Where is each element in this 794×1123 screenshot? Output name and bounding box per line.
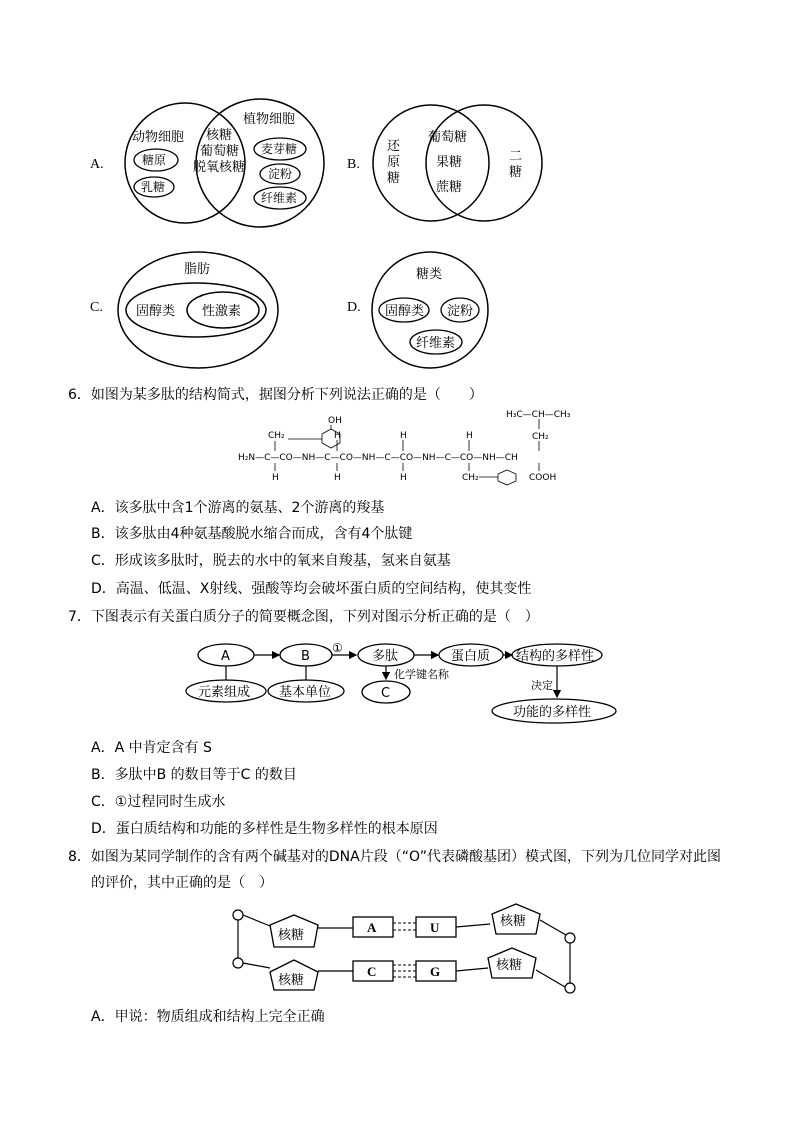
sugar-bottom-right-text: 核糖 [496, 958, 523, 973]
formula-cooh: COOH [529, 473, 557, 483]
formula-bottom-h-2: H [334, 473, 341, 483]
chemical-bond-name-label: 化学键名称 [394, 668, 449, 681]
peptide-structure-formula [236, 405, 591, 490]
formula-h-1: H [334, 431, 341, 441]
formula-ch2-left: CH₂ [268, 431, 285, 441]
char-huan: 还 [387, 139, 401, 154]
process-one-label: ① [332, 641, 343, 655]
question-8-option-a[interactable]: A．甲说：物质组成和结构上完全正确 [91, 1009, 325, 1025]
label-plant-cell: 植物细胞 [243, 112, 296, 127]
node-function-diversity-text: 功能的多样性 [513, 705, 592, 720]
question-6-option-a[interactable]: A．该多肽中含1个游离的氨基、2个游离的羧基 [91, 500, 385, 516]
option-a-label: A. [90, 157, 104, 172]
protein-concept-map [180, 637, 620, 729]
question-7-stem: 7．下图表示有关蛋白质分子的简要概念图，下列对图示分析正确的是（ ） [68, 609, 539, 625]
base-u: U [430, 920, 440, 935]
phosphate-4 [565, 983, 575, 993]
item-ribose: 核糖 [206, 128, 233, 143]
sugar-top-left-text: 核糖 [278, 928, 305, 943]
item-lactose: 乳糖 [141, 180, 166, 194]
item-cellulose-d: 纤维素 [416, 336, 456, 351]
label-sterols: 固醇类 [136, 304, 176, 319]
item-glycogen: 糖原 [142, 153, 167, 167]
node-basic-unit-text: 基本单位 [279, 685, 332, 700]
node-structure-diversity-text: 结构的多样性 [516, 649, 595, 664]
item-sucrose: 蔗糖 [436, 180, 463, 195]
determines-label: 决定 [531, 679, 553, 692]
item-glucose: 葡萄糖 [200, 144, 240, 159]
char-tang-left: 糖 [387, 171, 401, 186]
formula-ch2-right: CH₂ [532, 432, 549, 442]
question-6-option-b[interactable]: B．该多肽由4种氨基酸脱水缩合而成，含有4个肽键 [91, 526, 413, 542]
phosphate-2 [233, 958, 243, 968]
item-starch: 淀粉 [268, 167, 293, 181]
question-8-stem-line-2: 的评价，其中正确的是（ ） [91, 875, 273, 891]
item-deoxyribose: 脱氧核糖 [193, 160, 246, 175]
label-sex-hormone: 性激素 [202, 304, 242, 319]
formula-h-3: H [466, 431, 473, 441]
formula-top-chain: H₃C—CH—CH₃ [506, 410, 571, 420]
item-starch-d: 淀粉 [447, 304, 474, 319]
label-animal-cell: 动物细胞 [132, 130, 185, 145]
question-6-option-d[interactable]: D．高温、低温、X射线、强酸等均会破坏蛋白质的空间结构，使其变性 [91, 581, 532, 597]
question-6-stem: 6．如图为某多肽的结构简式，据图分析下列说法正确的是（ ） [68, 387, 483, 403]
char-tang-right: 糖 [509, 165, 523, 180]
question-6-option-c[interactable]: C．形成该多肽时，脱去的水中的氧来自羧基，氢来自氨基 [91, 553, 451, 569]
label-fat: 脂肪 [184, 262, 211, 277]
nested-diagram-d [370, 250, 495, 372]
char-yuan: 原 [387, 155, 401, 170]
formula-ch2-bottom: CH₂ [462, 473, 479, 483]
question-7-option-a[interactable]: A．A 中肯定含有 S [91, 740, 212, 756]
node-protein-text: 蛋白质 [451, 649, 491, 664]
label-sugars: 糖类 [416, 267, 443, 282]
item-cellulose: 纤维素 [261, 191, 298, 205]
item-maltose: 麦芽糖 [261, 142, 298, 156]
base-c: C [367, 964, 377, 979]
question-7-option-c[interactable]: C．①过程同时生成水 [91, 794, 226, 810]
node-b-text: B [301, 649, 310, 664]
char-er: 二 [509, 149, 523, 164]
item-fructose: 果糖 [436, 155, 463, 170]
option-c-label: C. [90, 300, 103, 315]
formula-main-chain: H₂N—C—CO—NH—C—CO—NH—C—CO—NH—C—CO—NH—CH [238, 453, 518, 463]
benzene-ring-bottom [498, 470, 516, 485]
question-7-option-d[interactable]: D．蛋白质结构和功能的多样性是生物多样性的根本原因 [91, 821, 438, 837]
option-d-label: D. [347, 300, 361, 315]
base-a: A [367, 920, 377, 935]
dna-fragment-model [228, 898, 578, 996]
formula-h-2: H [400, 431, 407, 441]
venn-diagram-b [370, 102, 550, 227]
formula-oh: OH [328, 416, 342, 426]
node-element-composition-text: 元素组成 [198, 685, 251, 700]
node-polypeptide-text: 多肽 [372, 649, 399, 664]
question-8-stem-line-1: 8．如图为某同学制作的含有两个碱基对的DNA片段（“O”代表磷酸基团）模式图，下列为几位同学对此图 [68, 849, 722, 865]
base-g: G [430, 964, 441, 979]
nested-diagram-c [116, 250, 282, 370]
phosphate-1 [233, 910, 243, 920]
node-c-text: C [381, 686, 391, 701]
phosphate-3 [565, 933, 575, 943]
item-sterols-d: 固醇类 [385, 304, 425, 319]
sugar-bottom-left-text: 核糖 [278, 973, 305, 988]
formula-bottom-h-3: H [400, 473, 407, 483]
venn-diagram-a [118, 97, 338, 232]
node-a-text: A [221, 649, 230, 664]
option-b-label: B. [347, 157, 360, 172]
question-7-option-b[interactable]: B．多肽中B 的数目等于C 的数目 [91, 767, 297, 783]
formula-bottom-h-1: H [272, 473, 279, 483]
item-glucose-b: 葡萄糖 [428, 130, 468, 145]
sugar-top-right-text: 核糖 [500, 914, 527, 929]
